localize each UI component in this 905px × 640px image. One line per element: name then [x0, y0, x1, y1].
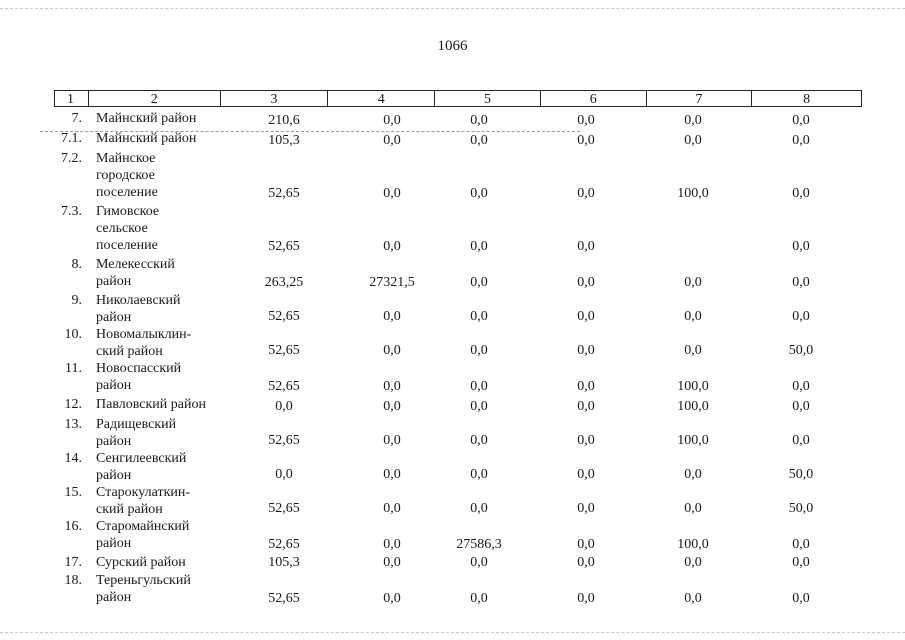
value-col-4: 0,0 — [383, 555, 401, 570]
district-name: Павловский район — [96, 397, 206, 412]
value-col-3: 210,6 — [268, 113, 300, 128]
value-col-7 — [643, 203, 743, 256]
value-col-8: 0,0 — [792, 133, 810, 148]
row-number: 12. — [64, 397, 82, 412]
value-col-6: 0,0 — [577, 113, 595, 128]
value-col-6: 0,0 — [577, 133, 595, 148]
value-col-7: 0,0 — [684, 343, 702, 358]
value-col-7: 0,0 — [684, 591, 702, 606]
value-col-7: 100,0 — [677, 186, 709, 201]
value-col-3: 52,65 — [268, 433, 300, 448]
table-row — [54, 396, 862, 416]
district-name: Сенгилеевский район — [96, 451, 187, 483]
row-number: 16. — [64, 519, 82, 534]
value-col-3: 52,65 — [268, 379, 300, 394]
row-number: 7. — [71, 111, 82, 126]
value-col-8: 0,0 — [792, 275, 810, 290]
value-col-5: 0,0 — [470, 555, 488, 570]
value-col-5: 0,0 — [470, 309, 488, 324]
table-row — [54, 130, 862, 150]
value-col-4: 0,0 — [383, 113, 401, 128]
value-col-6: 0,0 — [577, 379, 595, 394]
value-col-3: 52,65 — [268, 309, 300, 324]
table-row — [54, 256, 862, 292]
table-row — [54, 518, 862, 554]
value-col-5: 27586,3 — [456, 537, 502, 552]
value-col-5: 0,0 — [470, 433, 488, 448]
value-col-5: 0,0 — [470, 186, 488, 201]
header-cell-1: 1 — [55, 91, 89, 106]
value-col-3: 105,3 — [268, 133, 300, 148]
district-name: Старомайнский район — [96, 519, 190, 551]
table-row — [54, 360, 862, 396]
value-col-4: 0,0 — [383, 343, 401, 358]
value-col-7: 100,0 — [677, 399, 709, 414]
scan-artifact-top — [0, 8, 905, 9]
value-col-7: 0,0 — [684, 309, 702, 324]
value-col-5: 0,0 — [470, 399, 488, 414]
value-col-4: 0,0 — [383, 186, 401, 201]
table-row — [54, 484, 862, 518]
row-number: 18. — [64, 573, 82, 588]
value-col-5: 0,0 — [470, 133, 488, 148]
value-col-4: 0,0 — [383, 399, 401, 414]
row-number: 7.1. — [61, 131, 82, 146]
value-col-5: 0,0 — [470, 467, 488, 482]
value-col-8: 0,0 — [792, 537, 810, 552]
value-col-5: 0,0 — [470, 343, 488, 358]
table-row — [54, 110, 862, 130]
district-name: Майнский район — [96, 131, 197, 146]
value-col-6: 0,0 — [577, 343, 595, 358]
value-col-3: 263,25 — [264, 275, 304, 290]
value-col-8: 50,0 — [788, 343, 814, 358]
value-col-6: 0,0 — [577, 433, 595, 448]
value-col-4: 0,0 — [383, 467, 401, 482]
table-row — [54, 150, 862, 203]
header-cell-2: 2 — [89, 91, 221, 106]
value-col-8: 0,0 — [792, 239, 810, 254]
value-col-5: 0,0 — [470, 501, 488, 516]
table-row — [54, 292, 862, 326]
value-col-8: 0,0 — [792, 186, 810, 201]
table-row — [54, 572, 862, 608]
value-col-6: 0,0 — [577, 275, 595, 290]
district-name: Старокулаткин- ский район — [96, 485, 191, 517]
table-row — [54, 416, 862, 450]
row-number: 11. — [65, 361, 82, 376]
value-col-4: 0,0 — [383, 537, 401, 552]
value-col-7: 0,0 — [684, 555, 702, 570]
value-col-3: 0,0 — [275, 467, 293, 482]
value-col-6: 0,0 — [577, 501, 595, 516]
value-col-3: 52,65 — [268, 501, 300, 516]
row-number: 7.2. — [61, 151, 82, 166]
value-col-5: 0,0 — [470, 239, 488, 254]
value-col-6: 0,0 — [577, 555, 595, 570]
district-name: Мелекесский район — [96, 257, 175, 289]
row-number: 17. — [64, 555, 82, 570]
table-header-row — [54, 90, 862, 107]
row-number: 8. — [71, 257, 82, 272]
value-col-3: 52,65 — [268, 591, 300, 606]
table-row — [54, 450, 862, 484]
table-row — [54, 554, 862, 572]
table-body — [54, 110, 862, 608]
value-col-8: 0,0 — [792, 399, 810, 414]
value-col-8: 0,0 — [792, 379, 810, 394]
row-number: 15. — [64, 485, 82, 500]
value-col-7: 0,0 — [684, 501, 702, 516]
table-row — [54, 326, 862, 360]
value-col-8: 0,0 — [792, 309, 810, 324]
value-col-8: 50,0 — [788, 501, 814, 516]
value-col-4: 0,0 — [383, 591, 401, 606]
header-cell-5: 5 — [435, 91, 541, 106]
district-name: Майнский район — [96, 111, 197, 126]
value-col-4: 0,0 — [383, 501, 401, 516]
district-name: Новоспасский район — [96, 361, 182, 393]
district-name: Тереньгульский район — [96, 573, 191, 605]
row-number: 10. — [64, 327, 82, 342]
row-number: 7.3. — [61, 204, 82, 219]
value-col-8: 0,0 — [792, 433, 810, 448]
value-col-5: 0,0 — [470, 591, 488, 606]
value-col-3: 52,65 — [268, 186, 300, 201]
value-col-4: 0,0 — [383, 239, 401, 254]
value-col-3: 52,65 — [268, 343, 300, 358]
value-col-7: 100,0 — [677, 379, 709, 394]
header-cell-8: 8 — [803, 92, 811, 107]
value-col-4: 0,0 — [383, 379, 401, 394]
value-col-7: 100,0 — [677, 433, 709, 448]
value-col-8: 0,0 — [792, 113, 810, 128]
district-name: Радищевский район — [96, 417, 177, 449]
district-name: Сурский район — [96, 555, 186, 570]
value-col-6: 0,0 — [577, 537, 595, 552]
value-col-7: 0,0 — [684, 133, 702, 148]
district-name: Николаевский район — [96, 293, 181, 325]
value-col-3: 52,65 — [268, 537, 300, 552]
table-row — [54, 203, 862, 256]
value-col-5: 0,0 — [470, 113, 488, 128]
value-col-7: 0,0 — [684, 467, 702, 482]
row-number: 14. — [64, 451, 82, 466]
value-col-8: 50,0 — [788, 467, 814, 482]
value-col-4: 27321,5 — [369, 275, 415, 290]
page-number: 1066 — [437, 38, 468, 54]
district-name: Майнское городское поселение — [96, 151, 158, 200]
district-name: Новомалыклин- ский район — [96, 327, 192, 359]
row-number: 13. — [64, 417, 82, 432]
header-cell-4: 4 — [328, 91, 435, 106]
value-col-7: 0,0 — [684, 275, 702, 290]
value-col-4: 0,0 — [383, 433, 401, 448]
value-col-5: 0,0 — [470, 275, 488, 290]
value-col-7: 100,0 — [677, 537, 709, 552]
header-cell-7: 7 — [647, 91, 753, 106]
value-col-8: 0,0 — [792, 591, 810, 606]
row-number: 9. — [71, 293, 82, 308]
value-col-6: 0,0 — [577, 239, 595, 254]
value-col-6: 0,0 — [577, 399, 595, 414]
value-col-6: 0,0 — [577, 309, 595, 324]
value-col-4: 0,0 — [383, 133, 401, 148]
value-col-7: 0,0 — [684, 113, 702, 128]
value-col-3: 52,65 — [268, 239, 300, 254]
value-col-8: 0,0 — [792, 555, 810, 570]
scan-artifact-bottom — [0, 632, 905, 633]
value-col-3: 0,0 — [275, 399, 293, 414]
value-col-5: 0,0 — [470, 379, 488, 394]
value-col-6: 0,0 — [577, 467, 595, 482]
value-col-3: 105,3 — [268, 555, 300, 570]
value-col-6: 0,0 — [577, 186, 595, 201]
value-col-6: 0,0 — [577, 591, 595, 606]
district-name: Гимовское сельское поселение — [96, 204, 160, 253]
header-cell-3: 3 — [221, 91, 329, 106]
value-col-4: 0,0 — [383, 309, 401, 324]
header-cell-6: 6 — [541, 91, 647, 106]
